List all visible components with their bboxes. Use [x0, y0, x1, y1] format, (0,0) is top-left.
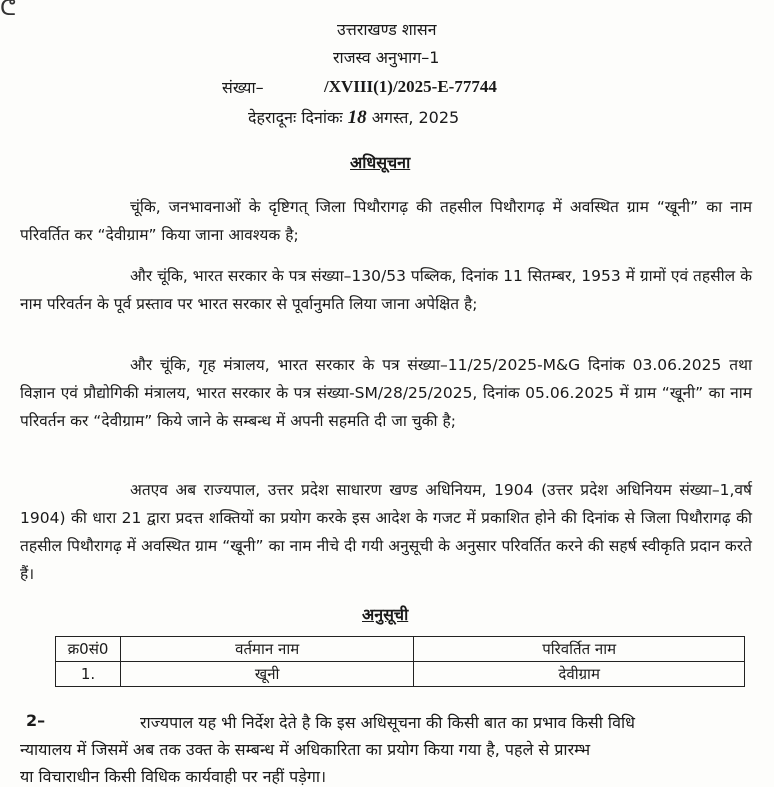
number-label: संख्या– — [222, 78, 264, 97]
section-2-line-2: न्यायालय में जिसमें अब तक उक्त के सम्बन्ध में अधिकारिता का प्रयोग किया गया है, पहले से प्रारम्भ — [20, 740, 591, 759]
header-current-name: वर्तमान नाम — [121, 637, 414, 662]
section-2-line-3: या विचाराधीन किसी विधिक कार्यवाही पर नहीं पड़ेगा। — [20, 767, 327, 786]
date-month-year: अगस्त, 2025 — [371, 108, 460, 127]
paragraph-2: और चूंकि, भारत सरकार के पत्र संख्या–130/53 पब्लिक, दिनांक 11 सितम्बर, 1953 में ग्रामों एवं तहसील के नाम परिवर्तन के पूर्व प्रस्ताव पर भारत सरकार से पूर्वानुमति लिया जाना अपेक्षित है; — [20, 267, 752, 313]
header-government: उत्तराखण्ड शासन — [337, 20, 437, 39]
section-2-number: 2– — [26, 711, 46, 730]
place-date-prefix: देहरादूनः दिनांकः — [248, 108, 343, 127]
cell-changed-name: देवीग्राम — [414, 662, 745, 687]
section-2-line-1: राज्यपाल यह भी निर्देश देते है कि इस अधिसूचना की किसी बात का प्रभाव किसी विधि — [140, 713, 635, 732]
date-day: 18 — [347, 107, 367, 128]
paragraph-4: अतएव अब राज्यपाल, उत्तर प्रदेश साधारण खण्ड अधिनियम, 1904 (उत्तर प्रदेश अधिनियम संख्या–1,वर्ष 1904) की धारा 21 द्वारा प्रदत्त शक्तियों का प्रयोग करके इस आदेश के गजट में प्रकाशित होने की दिनांक से जिला पिथौरागढ़ की तहसील पिथौरागढ़ में अवस्थित ग्राम “खूनी” का नाम नीचे दी गयी अनुसूची के अनुसार परिवर्तित करने की सहर्ष स्वीकृति प्रदान करते हैं। — [20, 481, 752, 583]
table-header-row — [56, 637, 745, 662]
paragraph-1: चूंकि, जनभावनाओं के दृष्टिगत् जिला पिथौरागढ़ की तहसील पिथौरागढ़ में अवस्थित ग्राम “खूनी” का नाम परिवर्तित कर “देवीग्राम” किया जाना आवश्यक है; — [20, 198, 752, 244]
schedule-title: अनुसूची — [362, 605, 409, 624]
cell-current-name: खूनी — [121, 662, 414, 687]
header-changed-name: परिवर्तित नाम — [414, 637, 745, 662]
place-date — [248, 106, 459, 129]
margin-mark: ᕦ — [0, 0, 17, 21]
header-department: राजस्व अनुभाग–1 — [333, 48, 440, 67]
paragraph-3: और चूंकि, गृह मंत्रालय, भारत सरकार के पत्र संख्या–11/25/2025-M&G दिनांक 03.06.2025 तथा विज्ञान एवं प्रौद्योगिकी मंत्रालय, भारत सरकार के पत्र संख्या-SM/28/25/2025, दिनांक 05.06.2025 में ग्राम “खूनी” का नाम परिवर्तन कर “देवीग्राम” किये जाने के सम्बन्ध में अपनी सहमति दी जा चुकी है; — [20, 356, 752, 430]
schedule-table — [55, 636, 745, 687]
table-row — [56, 662, 745, 687]
cell-serial: 1. — [56, 662, 121, 687]
header-serial: क्र0सं0 — [56, 637, 121, 662]
number-value: /XVIII(1)/2025-E-77744 — [324, 77, 497, 96]
notification-title: अधिसूचना — [350, 153, 411, 172]
